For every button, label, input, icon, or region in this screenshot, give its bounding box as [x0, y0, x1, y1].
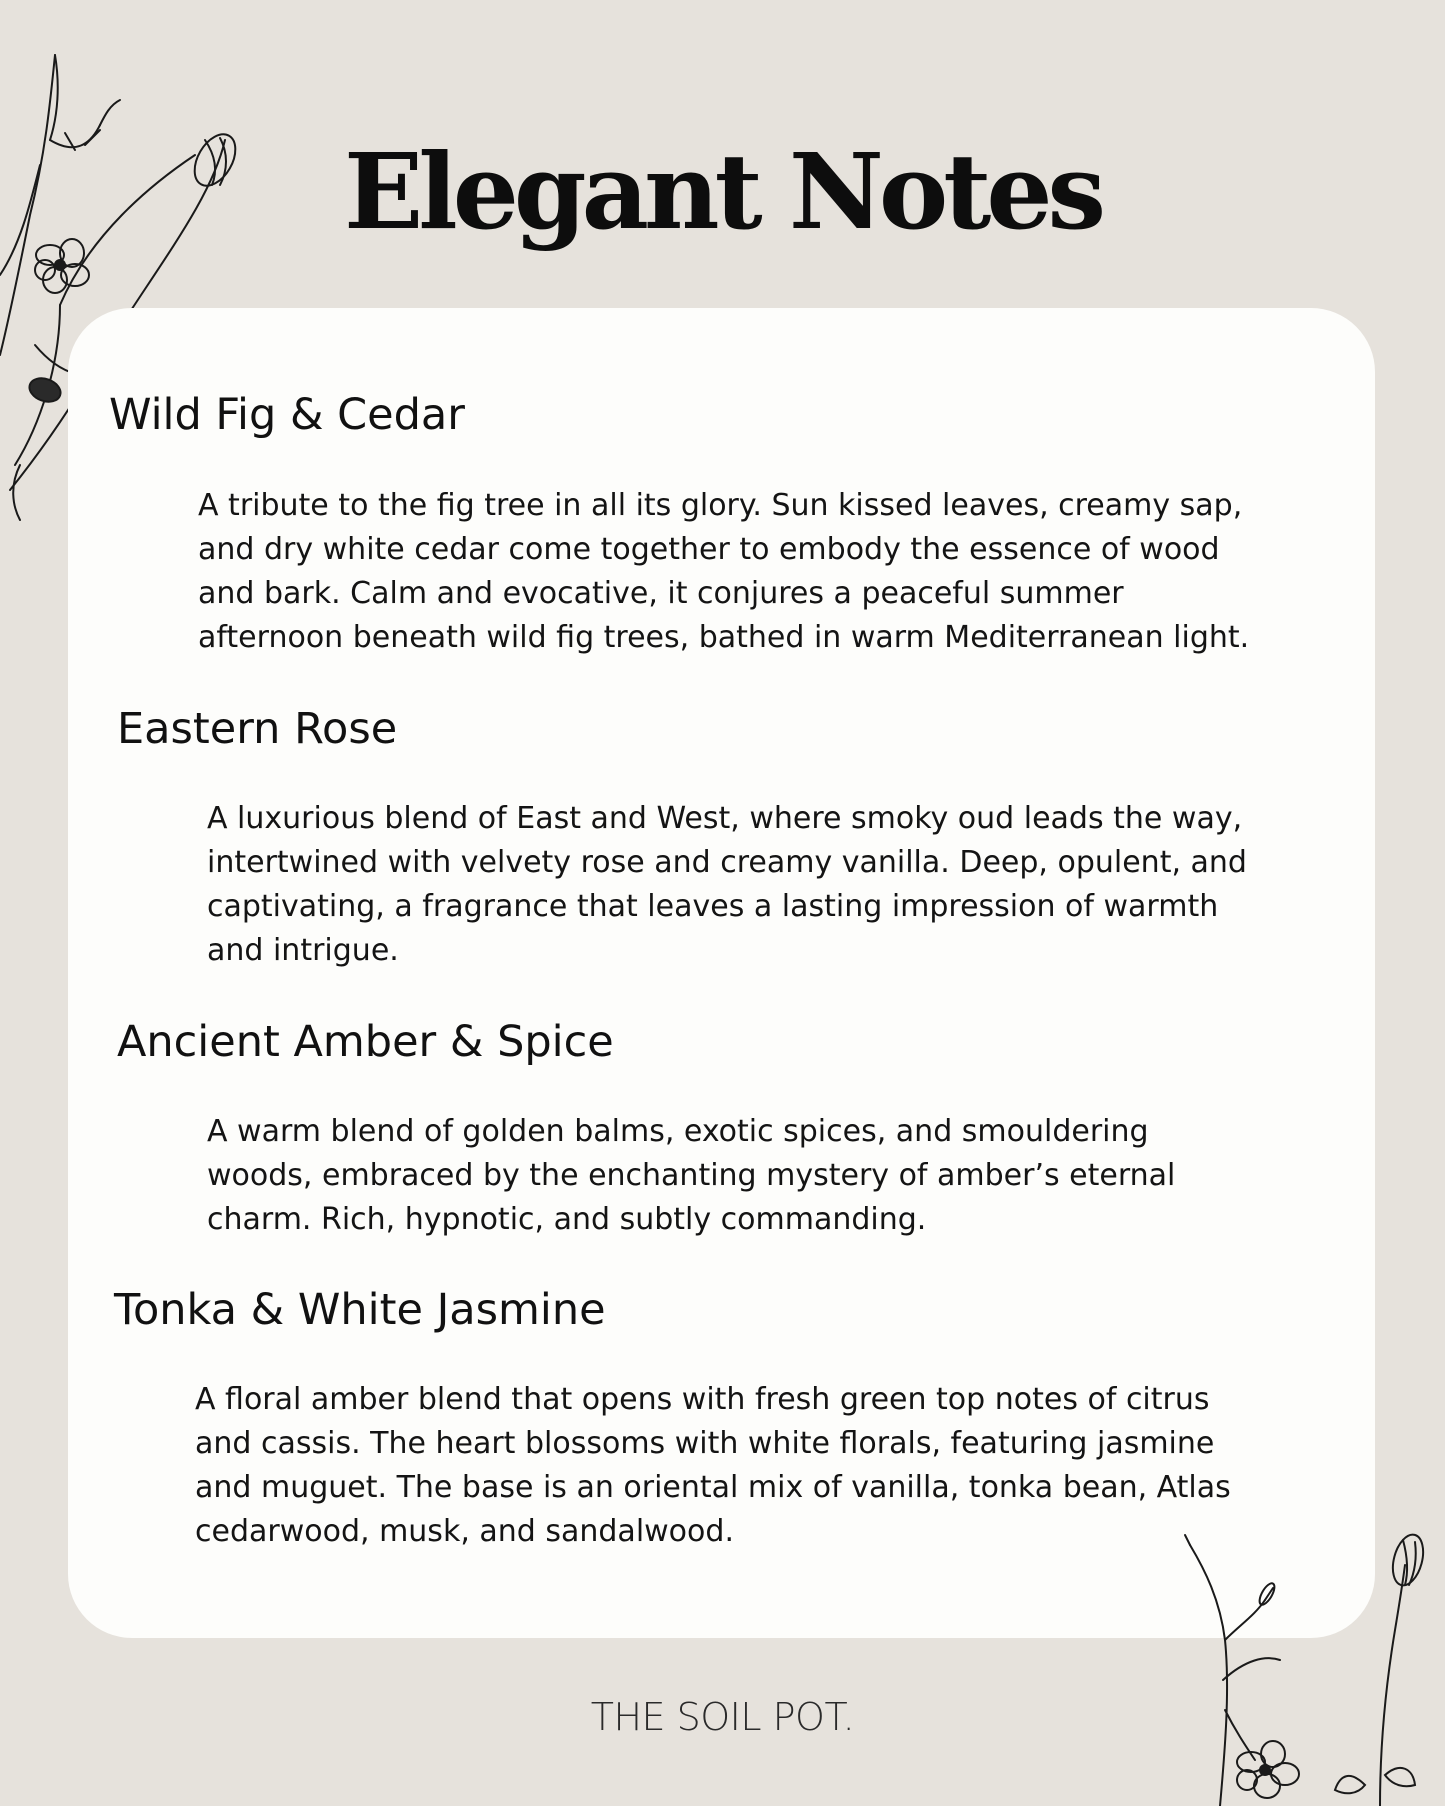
note-line: and muguet. The base is an oriental mix of vanilla, tonka bean, Atlas — [195, 1470, 1231, 1505]
note-line: cedarwood, musk, and sandalwood. — [195, 1514, 734, 1549]
note-line: A tribute to the fig tree in all its glory. Sun kissed leaves, creamy sap, — [198, 488, 1243, 523]
note-description-ancient-amber-spice — [207, 1110, 1175, 1242]
page-title: Elegant Notes — [343, 130, 1102, 253]
note-heading-eastern-rose: Eastern Rose — [117, 704, 398, 754]
botanical-bottom-right-icon — [1165, 1530, 1445, 1806]
note-line: and intrigue. — [207, 933, 399, 968]
note-line: charm. Rich, hypnotic, and subtly commanding. — [207, 1202, 927, 1237]
note-description-eastern-rose — [207, 797, 1247, 973]
note-description-wild-fig-cedar — [198, 484, 1249, 660]
note-line: A warm blend of golden balms, exotic spices, and smouldering — [207, 1114, 1149, 1149]
note-line: and dry white cedar come together to embody the essence of wood — [198, 532, 1220, 567]
note-line: and bark. Calm and evocative, it conjures a peaceful summer — [198, 576, 1124, 611]
note-line: and cassis. The heart blossoms with white florals, featuring jasmine — [195, 1426, 1215, 1461]
note-heading-tonka-white-jasmine: Tonka & White Jasmine — [114, 1285, 606, 1335]
note-description-tonka-white-jasmine — [195, 1378, 1231, 1554]
note-line: woods, embraced by the enchanting mystery of amber’s eternal — [207, 1158, 1176, 1193]
note-line: afternoon beneath wild fig trees, bathed in warm Mediterranean light. — [198, 620, 1250, 655]
note-line: captivating, a fragrance that leaves a lasting impression of warmth — [207, 889, 1219, 924]
note-line: A luxurious blend of East and West, where smoky oud leads the way, — [207, 801, 1243, 836]
brand-footer: THE SOIL POT. — [590, 1695, 855, 1739]
note-line: intertwined with velvety rose and creamy vanilla. Deep, opulent, and — [207, 845, 1247, 880]
note-heading-ancient-amber-spice: Ancient Amber & Spice — [117, 1017, 614, 1067]
note-heading-wild-fig-cedar: Wild Fig & Cedar — [109, 390, 465, 440]
note-line: A floral amber blend that opens with fresh green top notes of citrus — [195, 1382, 1210, 1417]
